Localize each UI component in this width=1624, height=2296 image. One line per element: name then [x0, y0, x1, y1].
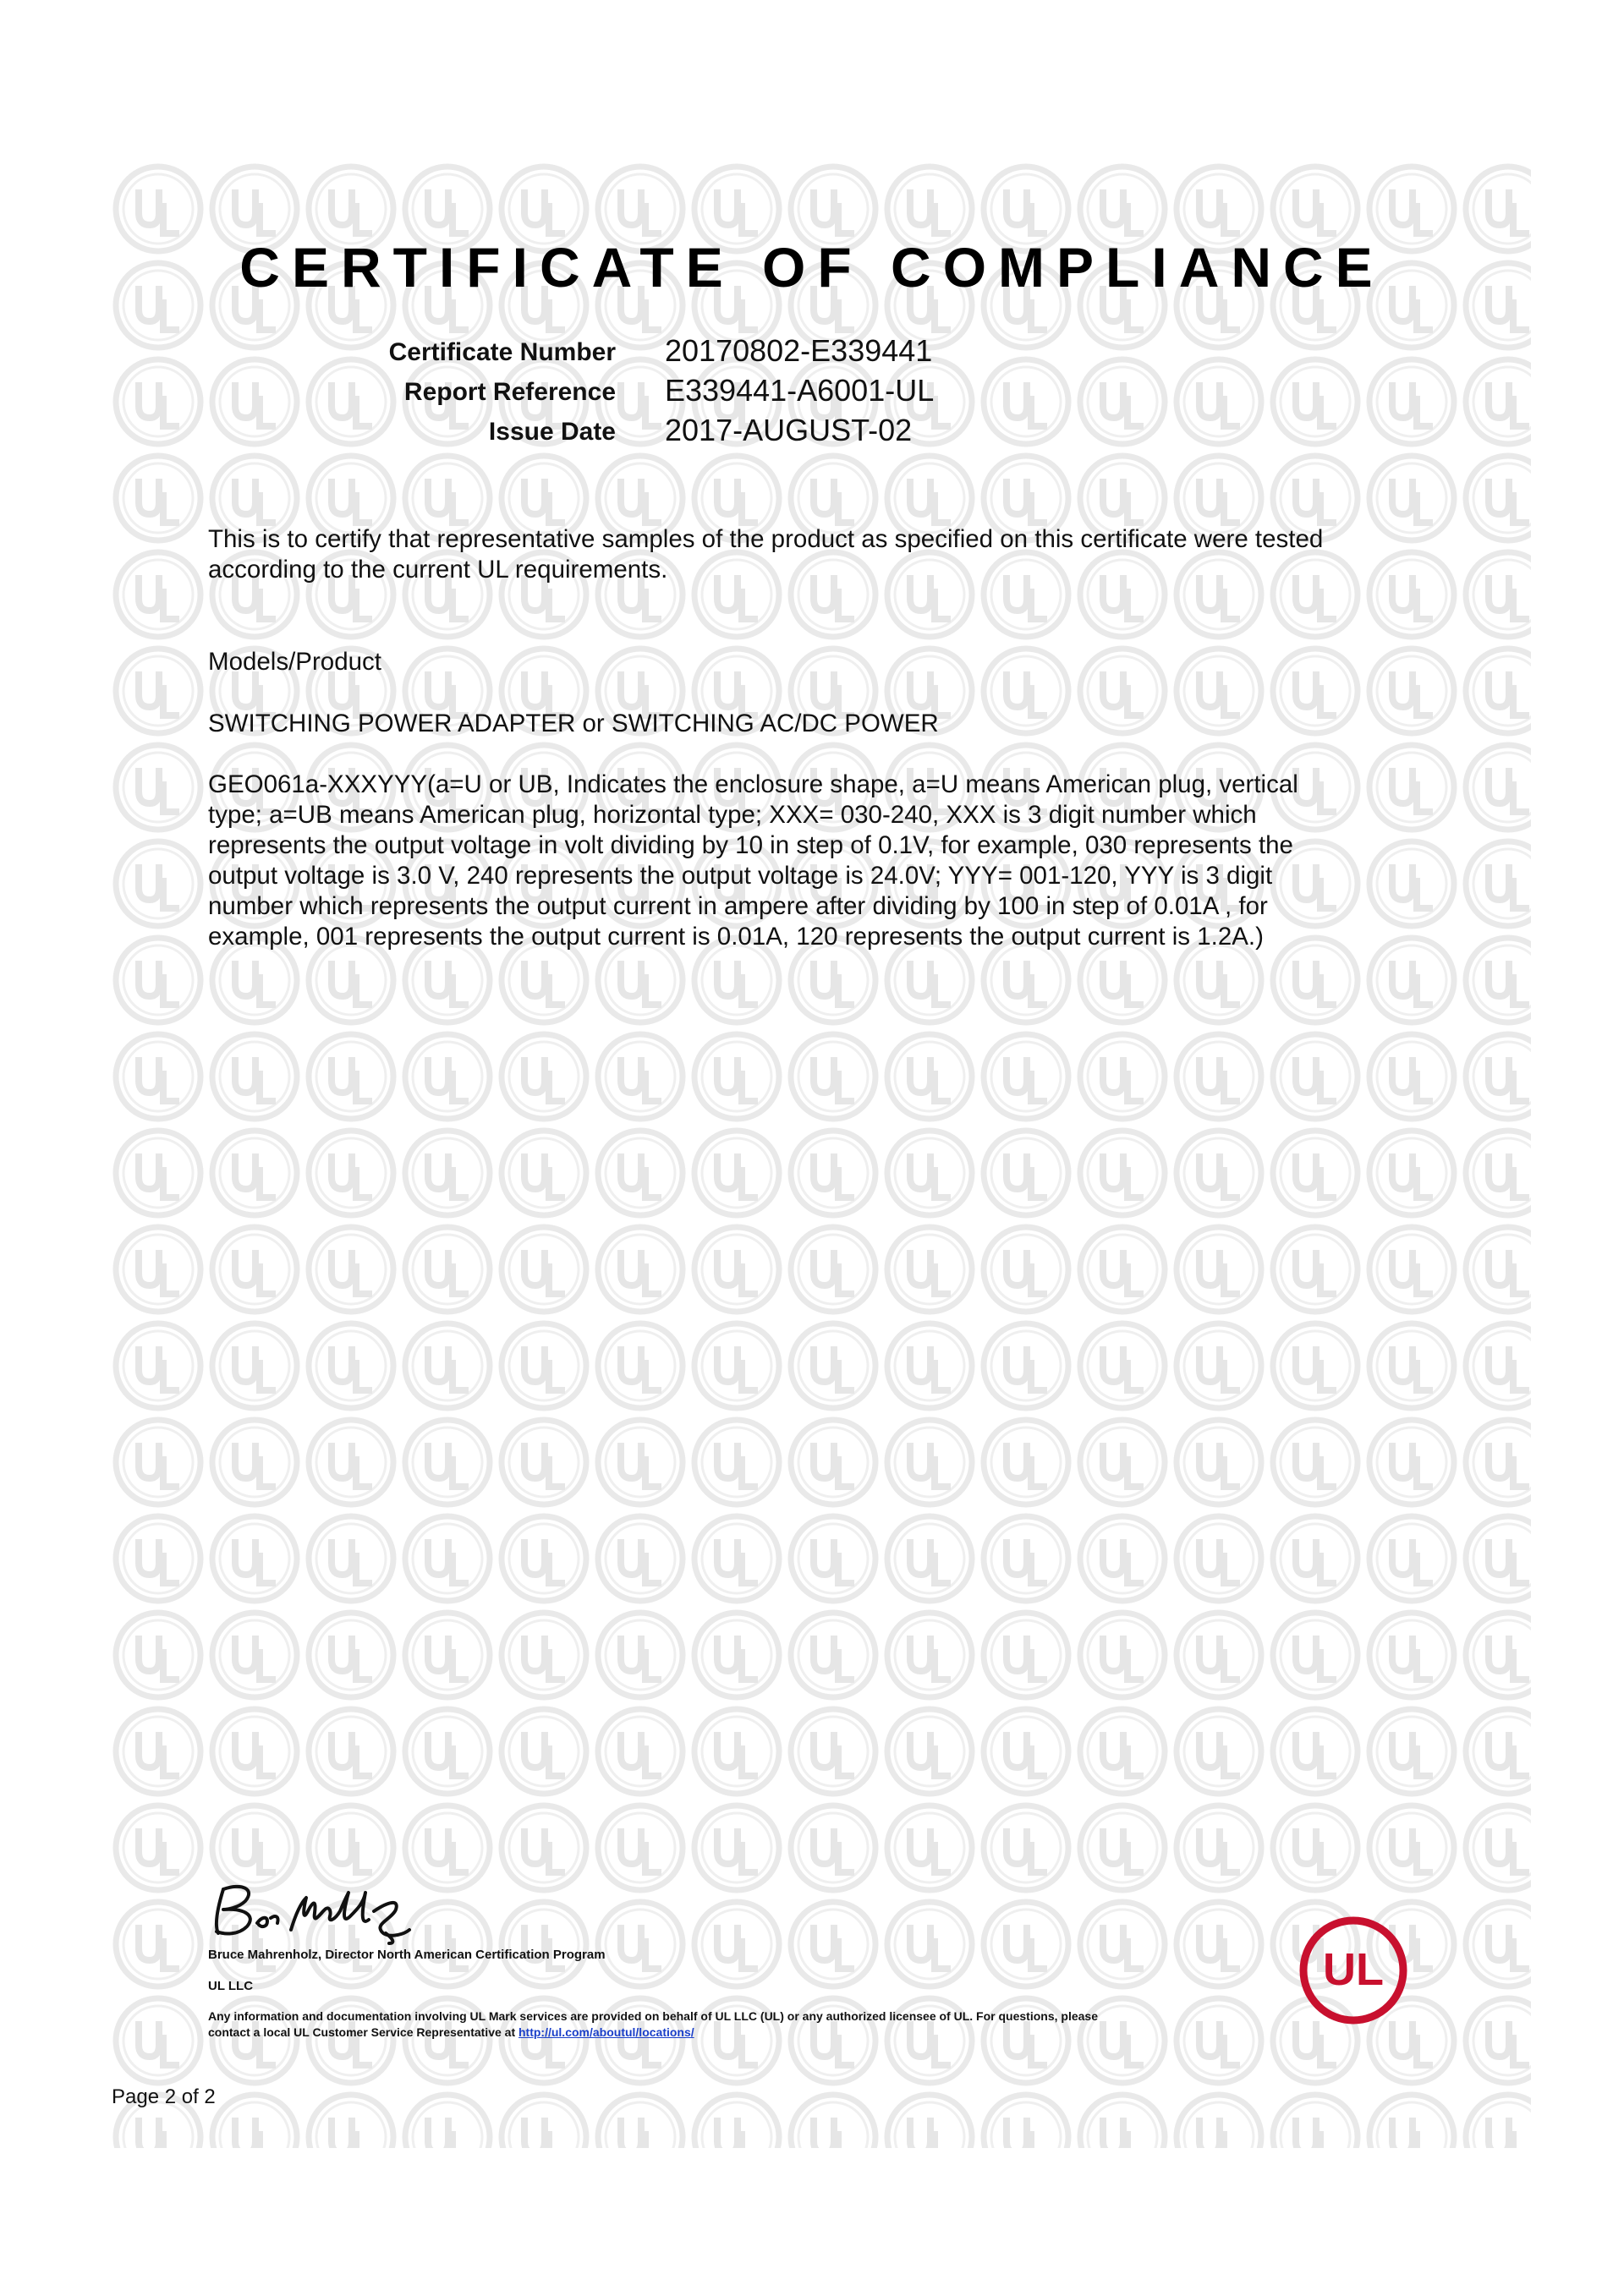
ul-logo-text: UL [1323, 1944, 1384, 1995]
issue-date-label: Issue Date [488, 418, 616, 446]
report-reference-value: E339441-A6001-UL [665, 373, 935, 408]
page-number: Page 2 of 2 [112, 2085, 216, 2108]
issue-date-value: 2017-AUGUST-02 [665, 413, 913, 447]
model-line: GEO061a-XXXYYY(a=U or UB, Indicates the enclosure shape, a=U means American plug, vertical [208, 770, 1298, 798]
organization-name: UL LLC [208, 1979, 254, 1993]
certificate-number-label: Certificate Number [388, 338, 616, 366]
certify-line: according to the current UL requirements. [208, 556, 668, 584]
model-line: example, 001 represents the output current is 0.01A, 120 represents the output current is 1.2A.) [208, 923, 1264, 951]
model-line: number which represents the output current in ampere after dividing by 100 in step of 0.01A , for [208, 892, 1268, 920]
certificate-number-value: 20170802-E339441 [665, 333, 933, 368]
certify-line: This is to certify that representative samples of the product as specified on this certificate were tested [208, 525, 1324, 553]
ul-logo [1298, 1915, 1408, 2025]
disclaimer-prefix: contact a local UL Customer Service Representative at [208, 2025, 518, 2039]
model-line: output voltage is 3.0 V, 240 represents the output voltage is 24.0V; YYY= 001-120, YYY is 3 digit [208, 862, 1273, 890]
report-reference-label: Report Reference [403, 378, 616, 406]
disclaimer-line: Any information and documentation involving UL Mark services are provided on behalf of UL LLC (UL) or any authorized licensee of UL. For questions, please [208, 2009, 1098, 2023]
certify-statement [208, 524, 1426, 585]
product-name: SWITCHING POWER ADAPTER or SWITCHING AC/DC POWER [208, 710, 939, 737]
signature-image [208, 1877, 428, 1945]
disclaimer [208, 2008, 1274, 2041]
model-description [208, 770, 1426, 952]
signatory-name: Bruce Mahrenholz, Director North American Certification Program [208, 1948, 606, 1962]
disclaimer-line-2 [208, 2025, 1274, 2041]
model-line: represents the output voltage in volt dividing by 10 in step of 0.1V, for example, 030 represents the [208, 831, 1293, 859]
ul-locations-link[interactable]: http://ul.com/aboutul/locations/ [518, 2025, 694, 2039]
model-line: type; a=UB means American plug, horizontal type; XXX= 030-240, XXX is 3 digit number which [208, 801, 1257, 829]
models-product-label: Models/Product [208, 648, 381, 676]
certificate-title: CERTIFICATE OF COMPLIANCE [239, 236, 1385, 299]
